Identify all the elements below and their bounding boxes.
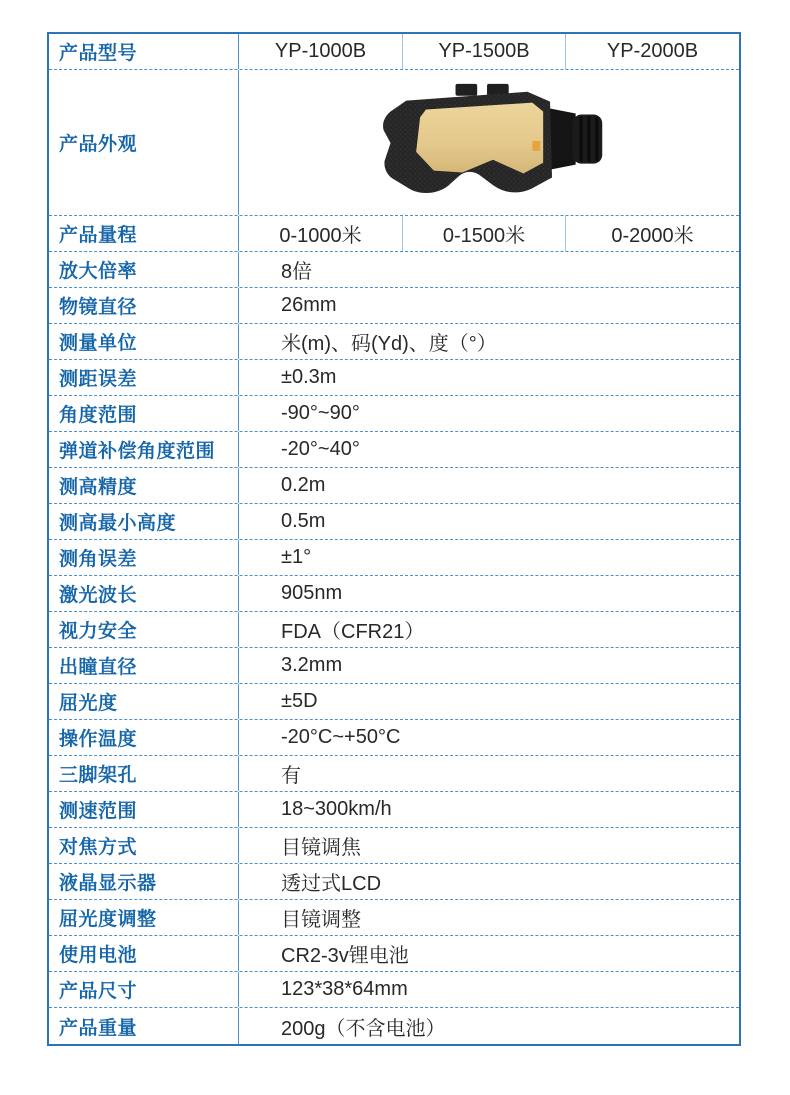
spec-value: ±5D	[281, 690, 318, 712]
table-row-model	[49, 34, 739, 70]
spec-label: 液晶显示器	[49, 864, 239, 899]
table-row-spec	[49, 540, 739, 576]
row-label-range: 产品量程	[49, 216, 239, 251]
table-row-spec	[49, 324, 739, 360]
spec-label: 测速范围	[49, 792, 239, 827]
spec-value: 26mm	[281, 294, 337, 316]
spec-value: 目镜调整	[281, 909, 361, 931]
eyepiece-taper	[550, 108, 576, 169]
spec-label: 三脚架孔	[49, 756, 239, 791]
spec-label: 对焦方式	[49, 828, 239, 863]
table-row-spec	[49, 1008, 739, 1044]
spec-value: 123*38*64mm	[281, 978, 408, 1000]
table-row-spec	[49, 900, 739, 936]
table-row-spec	[49, 504, 739, 540]
rangefinder-product-image	[363, 79, 615, 207]
table-row-spec	[49, 792, 739, 828]
range-value: 0-2000米	[565, 216, 739, 251]
row-label-model: 产品型号	[49, 34, 239, 69]
product-spec-table	[47, 32, 741, 1046]
model-name: YP-1000B	[274, 40, 367, 62]
spec-label: 激光波长	[49, 576, 239, 611]
spec-value: -90°~90°	[281, 402, 360, 424]
product-image-cell	[239, 70, 739, 215]
spec-label: 放大倍率	[49, 252, 239, 287]
spec-label: 测高精度	[49, 468, 239, 503]
spec-value: -20°C~+50°C	[281, 726, 401, 748]
spec-value: 米(m)、码(Yd)、度（°）	[281, 333, 497, 355]
spec-value: CR2-3v锂电池	[281, 945, 409, 967]
model-name: YP-2000B	[565, 34, 739, 69]
spec-value: 目镜调焦	[281, 837, 361, 859]
spec-value: FDA（CFR21）	[281, 621, 425, 643]
spec-label: 弹道补偿角度范围	[49, 432, 239, 467]
table-row-spec	[49, 864, 739, 900]
spec-value: ±0.3m	[281, 366, 337, 388]
spec-value: 透过式LCD	[281, 873, 382, 895]
device-logo-chip	[532, 141, 540, 151]
table-row-spec	[49, 648, 739, 684]
spec-value: 0.2m	[281, 474, 326, 496]
spec-label: 出瞳直径	[49, 648, 239, 683]
table-row-spec	[49, 720, 739, 756]
spec-label: 视力安全	[49, 612, 239, 647]
spec-value: 8倍	[281, 261, 313, 283]
spec-rows-section	[49, 252, 739, 1044]
spec-value: -20°~40°	[281, 438, 360, 460]
spec-value: 905nm	[281, 582, 343, 604]
row-label-appearance: 产品外观	[49, 70, 239, 215]
spec-label: 角度范围	[49, 396, 239, 431]
spec-value: 3.2mm	[281, 654, 343, 676]
table-row-spec	[49, 432, 739, 468]
table-row-spec	[49, 612, 739, 648]
spec-value: ±1°	[281, 546, 312, 568]
device-button	[456, 83, 478, 95]
table-row-spec	[49, 972, 739, 1008]
range-value: 0-1000米	[279, 225, 362, 247]
spec-label: 测距误差	[49, 360, 239, 395]
spec-label: 测高最小高度	[49, 504, 239, 539]
spec-label: 物镜直径	[49, 288, 239, 323]
table-row-spec	[49, 576, 739, 612]
device-side-panel	[416, 102, 543, 173]
spec-value: 有	[281, 765, 301, 787]
table-row-appearance	[49, 70, 739, 216]
spec-label: 测量单位	[49, 324, 239, 359]
table-row-spec	[49, 684, 739, 720]
spec-label: 屈光度	[49, 684, 239, 719]
table-row-spec	[49, 360, 739, 396]
table-row-spec	[49, 396, 739, 432]
spec-label: 测角误差	[49, 540, 239, 575]
range-value: 0-1500米	[402, 216, 565, 251]
spec-label: 产品尺寸	[49, 972, 239, 1007]
table-row-spec	[49, 468, 739, 504]
spec-label: 操作温度	[49, 720, 239, 755]
spec-label: 屈光度调整	[49, 900, 239, 935]
table-row-range	[49, 216, 739, 252]
table-row-spec	[49, 828, 739, 864]
spec-value: 200g（不含电池）	[281, 1017, 446, 1040]
spec-value: 18~300km/h	[281, 798, 392, 820]
table-row-spec	[49, 288, 739, 324]
spec-label: 产品重量	[49, 1008, 239, 1044]
spec-label: 使用电池	[49, 936, 239, 971]
table-row-spec	[49, 252, 739, 288]
model-name: YP-1500B	[402, 34, 565, 69]
table-row-spec	[49, 756, 739, 792]
table-row-spec	[49, 936, 739, 972]
spec-value: 0.5m	[281, 510, 326, 532]
